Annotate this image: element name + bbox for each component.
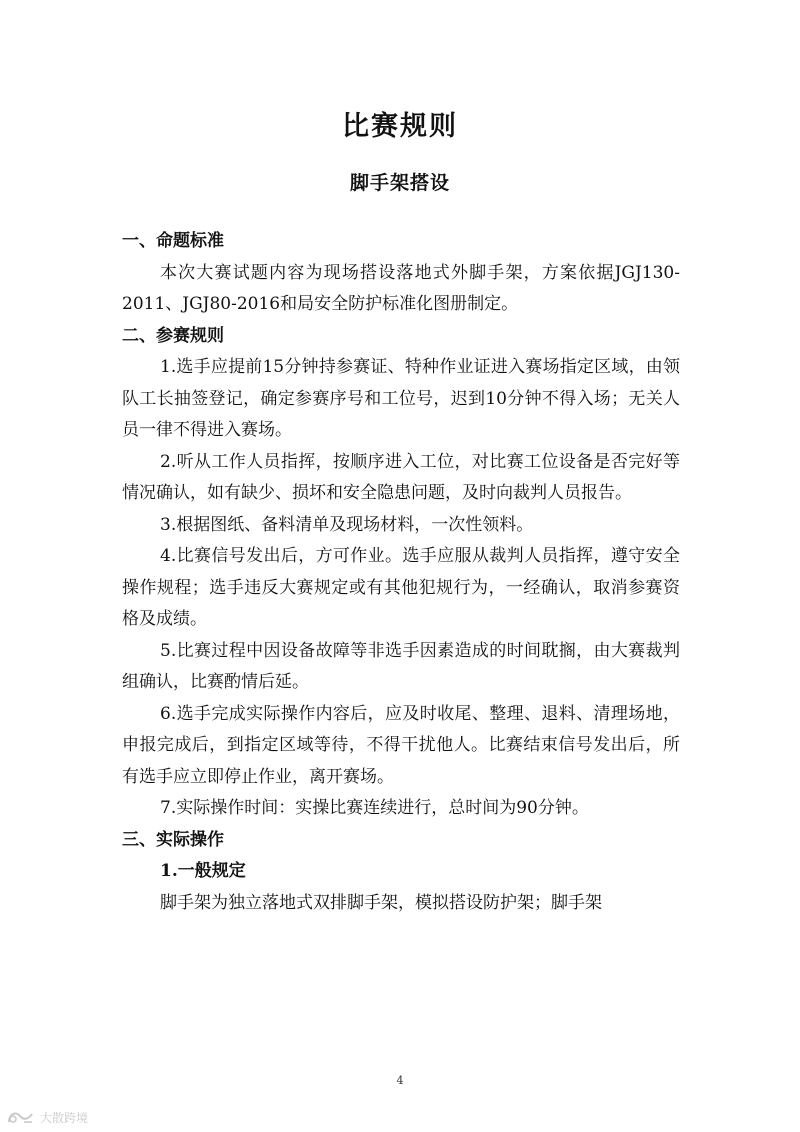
page-number: 4 bbox=[396, 1074, 404, 1087]
paragraph-standard: 本次大赛试题内容为现场搭设落地式外脚手架，方案依据JGJ130-2011、JGJ80-2016和局安全防护标准化图册制定。 bbox=[122, 262, 680, 314]
section-heading-standard: 一、命题标准 bbox=[122, 231, 224, 251]
document-subtitle: 脚手架搭设 bbox=[349, 172, 450, 194]
watermark bbox=[6, 1108, 88, 1126]
section-heading-rules: 二、参赛规则 bbox=[122, 325, 224, 346]
document-title: 比赛规则 bbox=[342, 111, 458, 142]
watermark-text: 大散跨境 bbox=[40, 1110, 89, 1125]
subsection-heading-general: 1.一般规定 bbox=[160, 861, 246, 881]
rule-item-3: 3.根据图纸、备料清单及现场材料，一次性领料。 bbox=[160, 514, 534, 535]
rule-item-7: 7.实际操作时间：实操比赛连续进行，总时间为90分钟。 bbox=[160, 798, 589, 818]
rule-item-1: 1.选手应提前15分钟持参赛证、特种作业证进入赛场指定区域，由领队工长抽签登记，确定参赛序号和工位号，迟到10分钟不得入场；无关人员一律不得进入赛场。 bbox=[122, 357, 680, 440]
rule-item-4: 4.比赛信号发出后，方可作业。选手应服从裁判人员指挥，遵守安全操作规程；选手违反大赛规定或有其他犯规行为，一经确认，取消参赛资格及成绩。 bbox=[122, 546, 680, 629]
document-body bbox=[122, 226, 680, 919]
paragraph-general: 脚手架为独立落地式双排脚手架，模拟搭设防护架；脚手架 bbox=[160, 892, 602, 913]
rule-item-5: 5.比赛过程中因设备故障等非选手因素造成的时间耽搁，由大赛裁判组确认，比赛酌情后延。 bbox=[122, 640, 680, 692]
rule-item-2: 2.听从工作人员指挥，按顺序进入工位，对比赛工位设备是否完好等情况确认，如有缺少、损坏和安全隐患问题，及时向裁判人员报告。 bbox=[122, 451, 680, 503]
section-heading-operation: 三、实际操作 bbox=[122, 829, 224, 850]
rule-item-6: 6.选手完成实际操作内容后，应及时收尾、整理、退料、清理场地，申报完成后，到指定区域等待，不得干扰他人。比赛结束信号发出后，所有选手应立即停止作业，离开赛场。 bbox=[122, 703, 680, 787]
logo-icon bbox=[6, 1108, 36, 1126]
